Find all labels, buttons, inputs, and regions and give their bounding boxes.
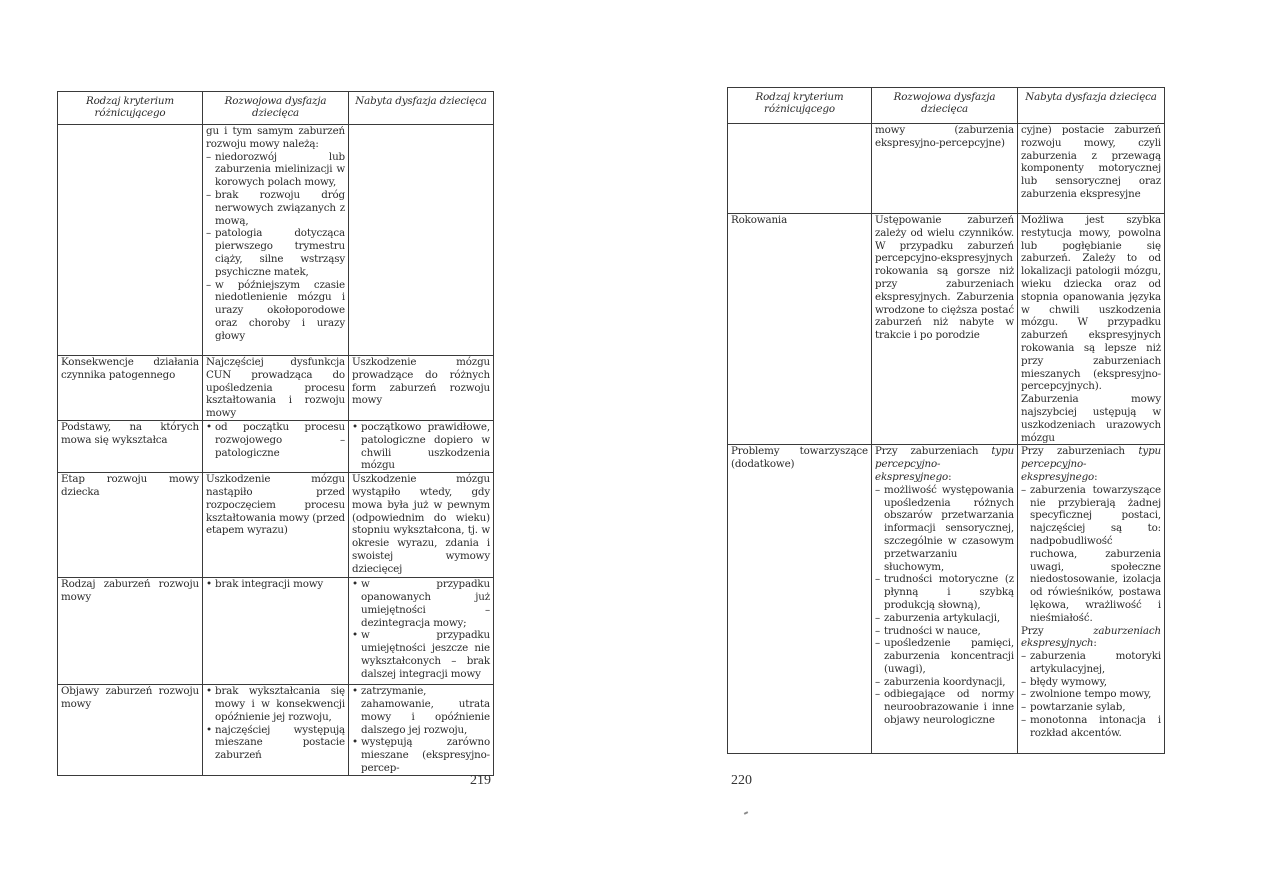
page-number: 219 bbox=[470, 773, 491, 788]
intro-prefix: Przy zaburzeniach bbox=[875, 445, 979, 458]
intro-italic: typu percepcyjno-ekspresyjnego bbox=[875, 445, 1014, 483]
header-developmental-dysphasia: Rozwojowa dysfazja dziecięca bbox=[203, 92, 349, 125]
table-row bbox=[58, 356, 494, 421]
acquired-cell bbox=[1018, 445, 1165, 754]
page-number: 220 bbox=[731, 773, 752, 788]
list-item: • brak integracji mowy bbox=[206, 578, 345, 591]
list-item: – w późniejszym czasie niedotlenienie mózgu i urazy okołoporodowe oraz choroby i urazy głowy bbox=[206, 279, 345, 343]
bullet-list bbox=[206, 421, 345, 459]
bullet-list bbox=[206, 578, 345, 591]
header-acquired-dysphasia: Nabyta dysfazja dziecięca bbox=[349, 92, 494, 125]
header-criterion: Rodzaj kryterium różnicującego bbox=[728, 88, 872, 124]
intro-italic: typu percepcyjno-ekspresyjnego bbox=[1021, 445, 1161, 483]
dash-list bbox=[1021, 650, 1161, 740]
table-row bbox=[58, 125, 494, 356]
list-item: – odbiegające od normy neuroobrazowanie i inne objawy neurologiczne bbox=[875, 688, 1014, 726]
cell-intro: Przy zaburzeniach typu percepcyjno-ekspresyjnego: bbox=[1021, 445, 1161, 483]
list-item: – upośledzenie pamięci, zaburzenia koncentracji (uwagi), bbox=[875, 637, 1014, 675]
list-item: • od początku procesu rozwojowego – patologiczne bbox=[206, 421, 345, 459]
list-item: – możliwość występowania upośledzenia różnych obszarów przetwarzania informacji sensorycznej, szczególnie w czasowym przetwarzaniu słuchowym, bbox=[875, 484, 1014, 574]
list-item: • w przypadku opanowanych już umiejętności – dezintegracja mowy; bbox=[352, 578, 490, 629]
criterion-cell bbox=[58, 125, 203, 356]
list-item: • brak wykształcania się mowy i w konsekwencji opóźnienie jej rozwoju, bbox=[206, 685, 345, 723]
list-item: – powtarzanie sylab, bbox=[1021, 701, 1161, 714]
table-row bbox=[58, 685, 494, 776]
acquired-cell bbox=[349, 125, 494, 356]
table-row bbox=[58, 420, 494, 472]
table-row bbox=[58, 578, 494, 685]
list-item: – zaburzenia towarzyszące nie przybierają żadnej specyficznej postaci, najczęściej są to: nadpobudliwość ruchowa, zaburzenia uwagi, społeczne niedostosowanie, izolacja od rówieśników, postawa lękowa, wrażliwość i nieśmiałość. bbox=[1021, 484, 1161, 625]
list-item: – błędy wymowy, bbox=[1021, 676, 1161, 689]
criterion-cell: Problemy towarzyszące (dodatkowe) bbox=[728, 445, 872, 754]
criterion-cell: Etap rozwoju mowy dziecka bbox=[58, 473, 203, 578]
list-item: • najczęściej występują mieszane postacie zaburzeń bbox=[206, 724, 345, 762]
header-criterion: Rodzaj kryterium różnicującego bbox=[58, 92, 203, 125]
developmental-cell bbox=[203, 420, 349, 472]
developmental-cell bbox=[203, 125, 349, 356]
left-page bbox=[0, 0, 631, 893]
table-row bbox=[728, 214, 1165, 445]
table-row bbox=[728, 124, 1165, 214]
list-item: • zatrzymanie, zahamowanie, utrata mowy i opóźnienie dalszego jej rozwoju, bbox=[352, 685, 490, 736]
criterion-cell: Rokowania bbox=[728, 214, 872, 445]
developmental-cell: Ustępowanie zaburzeń zależy od wielu czynników. W przypadku zaburzeń percepcyjno-ekspresyjnych rokowania są gorsze niż przy zaburzeniach ekspresyjnych. Zaburzenia wrodzone to cięższa postać zaburzeń niż nabyte w trakcie i po porodzie bbox=[872, 214, 1018, 445]
right-page bbox=[631, 0, 1263, 893]
table-header-row bbox=[58, 92, 494, 125]
list-item: – zaburzenia koordynacji, bbox=[875, 676, 1014, 689]
table-header-row bbox=[728, 88, 1165, 124]
criterion-cell: Podstawy, na których mowa się wykształca bbox=[58, 420, 203, 472]
intro-prefix: Przy bbox=[1021, 624, 1044, 637]
acquired-cell bbox=[349, 420, 494, 472]
criterion-cell bbox=[728, 124, 872, 214]
dash-list bbox=[875, 484, 1014, 727]
developmental-cell: mowy (zaburzenia ekspresyjno-percepcyjne) bbox=[872, 124, 1018, 214]
criterion-cell: Konsekwencje działania czynnika patogennego bbox=[58, 356, 203, 421]
acquired-cell bbox=[349, 685, 494, 776]
cell-text: gu i tym samym zaburzeń rozwoju mowy należą: bbox=[206, 125, 345, 150]
table-row bbox=[58, 473, 494, 578]
list-item: • początkowo prawidłowe, patologiczne dopiero w chwili uszkodzenia mózgu bbox=[352, 421, 490, 472]
cell-intro: Przy zaburzeniach ekspresyjnych: bbox=[1021, 624, 1161, 650]
list-item: – trudności motoryczne (z płynną i szybką produkcją słowną), bbox=[875, 573, 1014, 611]
list-item: – monotonna intonacja i rozkład akcentów. bbox=[1021, 714, 1161, 740]
intro-italic: zaburzeniach ekspresyjnych bbox=[1021, 624, 1161, 650]
comparison-table-right bbox=[727, 87, 1165, 754]
acquired-cell: Możliwa jest szybka restytucja mowy, powolna lub pogłębianie się zaburzeń. Zależy to od lokalizacji patologii mózgu, wieku dziecka oraz od stopnia opanowania języka w chwili uszkodzenia mózgu. W przypadku zaburzeń ekspresyjnych rokowania są lepsze niż przy zaburzeniach mieszanych (ekspresyjno-percepcyjnych). Zaburzenia mowy najszybciej ustępują w uszkodzeniach urazowych mózgu bbox=[1018, 214, 1165, 445]
criterion-cell: Objawy zaburzeń rozwoju mowy bbox=[58, 685, 203, 776]
list-item: – zaburzenia motoryki artykulacyjnej, bbox=[1021, 650, 1161, 676]
bullet-list bbox=[352, 578, 490, 680]
developmental-cell: Uszkodzenie mózgu nastąpiło przed rozpoczęciem procesu kształtowania mowy (przed etapem wyrazu) bbox=[203, 473, 349, 578]
header-acquired-dysphasia: Nabyta dysfazja dziecięca bbox=[1018, 88, 1165, 124]
list-item: • w przypadku umiejętności jeszcze nie wykształconych – brak dalszej integracji mowy bbox=[352, 629, 490, 680]
dash-list bbox=[1021, 484, 1161, 625]
acquired-cell: Uszkodzenie mózgu wystąpiło wtedy, gdy mowa była już w pewnym (odpowiednim do wieku) stopniu wykształcona, tj. w okresie wyrazu, zdania i swoistej wymowy dziecięcej bbox=[349, 473, 494, 578]
header-developmental-dysphasia: Rozwojowa dysfazja dziecięca bbox=[872, 88, 1018, 124]
comparison-table-left bbox=[57, 91, 494, 776]
bullet-list bbox=[352, 685, 490, 775]
bullet-list bbox=[352, 421, 490, 472]
list-item: – brak rozwoju dróg nerwowych związanych z mową, bbox=[206, 189, 345, 227]
list-item: • występują zarówno mieszane (ekspresyjno-percep- bbox=[352, 736, 490, 774]
list-item: – niedorozwój lub zaburzenia mielinizacji w korowych polach mowy, bbox=[206, 151, 345, 189]
acquired-cell bbox=[349, 578, 494, 685]
dash-list bbox=[206, 151, 345, 343]
developmental-cell bbox=[203, 685, 349, 776]
list-item: – zwolnione tempo mowy, bbox=[1021, 688, 1161, 701]
scan-speck bbox=[744, 811, 748, 815]
list-item: – patologia dotycząca pierwszego trymestru ciąży, silne wstrząsy psychiczne matek, bbox=[206, 227, 345, 278]
acquired-cell: cyjne) postacie zaburzeń rozwoju mowy, czyli zaburzenia z przewagą komponenty motorycznej lub sensorycznej oraz zaburzenia ekspresyjne bbox=[1018, 124, 1165, 214]
intro-prefix: Przy zaburzeniach bbox=[1021, 445, 1125, 458]
criterion-cell: Rodzaj zaburzeń rozwoju mowy bbox=[58, 578, 203, 685]
developmental-cell bbox=[203, 578, 349, 685]
developmental-cell: Najczęściej dysfunkcja CUN prowadząca do upośledzenia procesu kształtowania i rozwoju mowy bbox=[203, 356, 349, 421]
bullet-list bbox=[206, 685, 345, 762]
developmental-cell bbox=[872, 445, 1018, 754]
table-row bbox=[728, 445, 1165, 754]
acquired-cell: Uszkodzenie mózgu prowadzące do różnych form zaburzeń rozwoju mowy bbox=[349, 356, 494, 421]
cell-intro: Przy zaburzeniach typu percepcyjno-ekspresyjnego: bbox=[875, 445, 1014, 483]
list-item: – zaburzenia artykulacji, bbox=[875, 612, 1014, 625]
list-item: – trudności w nauce, bbox=[875, 625, 1014, 638]
